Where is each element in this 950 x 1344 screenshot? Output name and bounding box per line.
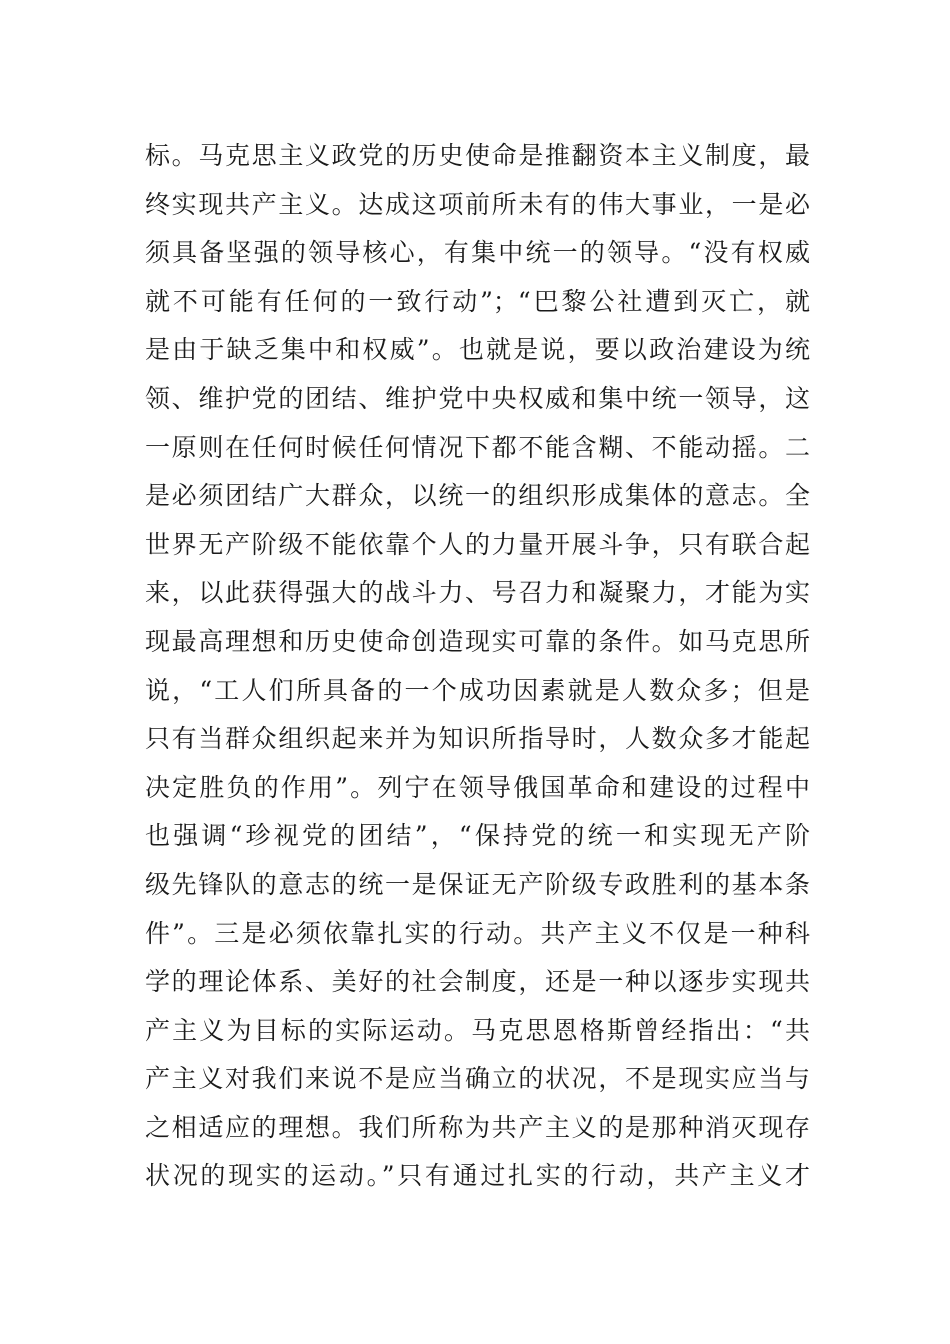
text-line-13: 只有当群众组织起来并为知识所指导时，人数众多才能起 <box>145 724 810 754</box>
text-line-14: 决定胜负的作用”。列宁在领导俄国革命和建设的过程中 <box>145 772 810 802</box>
text-line-19: 产主义为目标的实际运动。马克思恩格斯曾经指出：“共 <box>145 1015 810 1045</box>
text-line-4: 就不可能有任何的一致行动”；“巴黎公社遭到灭亡，就 <box>145 286 810 316</box>
text-line-11: 现最高理想和历史使命创造现实可靠的条件。如马克思所 <box>145 626 810 656</box>
text-line-21: 之相适应的理想。我们所称为共产主义的是那种消灭现存 <box>145 1112 810 1142</box>
text-line-20: 产主义对我们来说不是应当确立的状况，不是现实应当与 <box>145 1064 810 1094</box>
text-line-2: 终实现共产主义。达成这项前所未有的伟大事业，一是必 <box>145 189 810 219</box>
text-line-17: 件”。三是必须依靠扎实的行动。共产主义不仅是一种科 <box>145 918 810 948</box>
text-line-1: 标。马克思主义政党的历史使命是推翻资本主义制度，最 <box>145 141 810 170</box>
text-line-7: 一原则在任何时候任何情况下都不能含糊、不能动摇。二 <box>145 432 810 462</box>
text-line-3: 须具备坚强的领导核心，有集中统一的领导。“没有权威 <box>145 238 810 268</box>
text-line-15: 也强调“珍视党的团结”，“保持党的统一和实现无产阶 <box>145 821 810 851</box>
text-line-9: 世界无产阶级不能依靠个人的力量开展斗争，只有联合起 <box>145 529 810 559</box>
text-line-22: 状况的现实的运动。”只有通过扎实的行动，共产主义才 <box>145 1161 810 1191</box>
text-line-16: 级先锋队的意志的统一是保证无产阶级专政胜利的基本条 <box>145 869 810 899</box>
text-line-12: 说，“工人们所具备的一个成功因素就是人数众多；但是 <box>145 675 810 705</box>
text-line-10: 来，以此获得强大的战斗力、号召力和凝聚力，才能为实 <box>145 578 810 608</box>
text-line-8: 是必须团结广大群众，以统一的组织形成集体的意志。全 <box>145 481 810 511</box>
text-line-5: 是由于缺乏集中和权威”。也就是说，要以政治建设为统 <box>145 335 810 365</box>
body-paragraph <box>145 132 810 1201</box>
text-line-18: 学的理论体系、美好的社会制度，还是一种以逐步实现共 <box>145 967 810 997</box>
text-line-6: 领、维护党的团结、维护党中央权威和集中统一领导，这 <box>145 383 810 413</box>
